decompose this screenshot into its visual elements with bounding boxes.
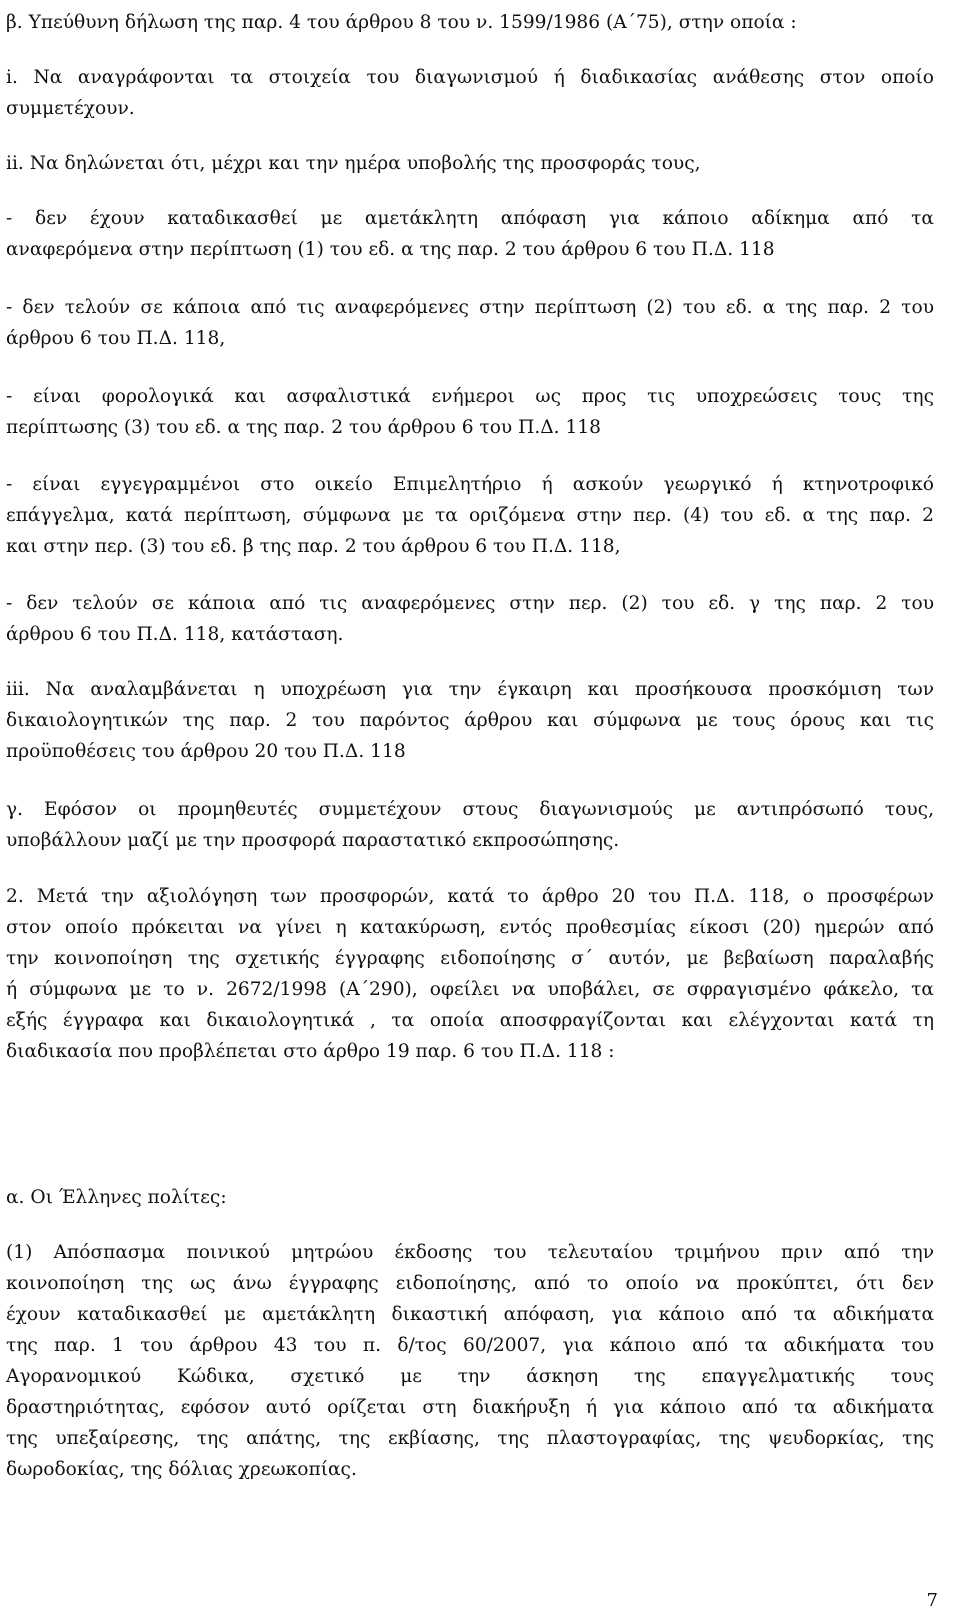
text-line: - είναι φορολογικά και ασφαλιστικά ενήμεροι ως προς τις υποχρεώσεις τους της — [6, 386, 934, 407]
text-line: α. Οι Έλληνες πολίτες: — [6, 1187, 227, 1208]
text-line: Αγορανομικού Κώδικα, σχετικό με την άσκηση της επαγγελματικής τους — [6, 1366, 934, 1387]
text-line: άρθρου 6 του Π.Δ. 118, κατάσταση. — [6, 624, 344, 645]
text-line: της υπεξαίρεσης, της απάτης, της εκβίασης, της πλαστογραφίας, της ψευδορκίας, της — [6, 1428, 934, 1449]
text-line: συμμετέχουν. — [6, 98, 135, 119]
text-line: ii. Να δηλώνεται ότι, μέχρι και την ημέρα υποβολής της προσφοράς τους, — [6, 153, 701, 174]
text-line: υποβάλλουν μαζί με την προσφορά παραστατικό εκπροσώπησης. — [6, 830, 620, 851]
text-line: γ. Εφόσον οι προμηθευτές συμμετέχουν στους διαγωνισμούς με αντιπρόσωπό τους, — [6, 799, 934, 820]
text-line: - δεν τελούν σε κάποια από τις αναφερόμενες στην περίπτωση (2) του εδ. α της παρ. 2 του — [6, 297, 934, 318]
text-line: κοινοποίηση της ως άνω έγγραφης ειδοποίησης, από το οποίο να προκύπτει, ότι δεν — [6, 1273, 934, 1294]
text-line: δωροδοκίας, της δόλιας χρεωκοπίας. — [6, 1459, 357, 1480]
text-line: έχουν καταδικασθεί με αμετάκλητη δικαστική απόφαση, για κάποιο από τα αδικήματα — [6, 1304, 934, 1325]
text-line: στον οποίο πρόκειται να γίνει η κατακύρωση, εντός προθεσμίας είκοσι (20) ημερών από — [6, 917, 934, 938]
text-line: αναφερόμενα στην περίπτωση (1) του εδ. α της παρ. 2 του άρθρου 6 του Π.Δ. 118 — [6, 239, 775, 260]
text-line: (1) Απόσπασμα ποινικού μητρώου έκδοσης του τελευταίου τριμήνου πριν από την — [6, 1242, 934, 1263]
text-line: περίπτωσης (3) του εδ. α της παρ. 2 του άρθρου 6 του Π.Δ. 118 — [6, 417, 601, 438]
text-line: επάγγελμα, κατά περίπτωση, σύμφωνα με τα οριζόμενα στην περ. (4) του εδ. α της παρ. 2 — [6, 505, 934, 526]
text-line: - είναι εγγεγραμμένοι στο οικείο Επιμελητήριο ή ασκούν γεωργικό ή κτηνοτροφικό — [6, 474, 934, 495]
text-line: διαδικασία που προβλέπεται στο άρθρο 19 παρ. 6 του Π.Δ. 118 : — [6, 1041, 615, 1062]
text-line: i. Να αναγράφονται τα στοιχεία του διαγωνισμού ή διαδικασίας ανάθεσης στον οποίο — [6, 67, 934, 88]
text-line: - δεν έχουν καταδικασθεί με αμετάκλητη απόφαση για κάποιο αδίκημα από τα — [6, 208, 934, 229]
page-number: 7 — [926, 1590, 938, 1611]
text-line: δικαιολογητικών της παρ. 2 του παρόντος άρθρου και σύμφωνα με τους όρους και τις — [6, 710, 934, 731]
text-line: άρθρου 6 του Π.Δ. 118, — [6, 328, 226, 349]
text-line: και στην περ. (3) του εδ. β της παρ. 2 του άρθρου 6 του Π.Δ. 118, — [6, 536, 621, 557]
text-line: ή σύμφωνα με το ν. 2672/1998 (Α΄290), οφείλει να υποβάλει, σε σφραγισμένο φάκελο, τα — [6, 979, 934, 1000]
text-line: εξής έγγραφα και δικαιολογητικά , τα οποία αποσφραγίζονται και ελέγχονται κατά τη — [6, 1010, 934, 1031]
text-line: - δεν τελούν σε κάποια από τις αναφερόμενες στην περ. (2) του εδ. γ της παρ. 2 του — [6, 593, 934, 614]
text-line: β. Υπεύθυνη δήλωση της παρ. 4 του άρθρου 8 του ν. 1599/1986 (Α΄75), στην οποία : — [6, 12, 797, 33]
text-line: προϋποθέσεις του άρθρου 20 του Π.Δ. 118 — [6, 741, 406, 762]
text-line: της παρ. 1 του άρθρου 43 του π. δ/τος 60/2007, για κάποιο από τα αδικήματα του — [6, 1335, 934, 1356]
text-line: iii. Να αναλαμβάνεται η υποχρέωση για την έγκαιρη και προσήκουσα προσκόμιση των — [6, 679, 934, 700]
text-line: δραστηριότητας, εφόσον αυτό ορίζεται στη διακήρυξη ή για κάποιο από τα αδικήματα — [6, 1397, 934, 1418]
text-line: 2. Μετά την αξιολόγηση των προσφορών, κατά το άρθρο 20 του Π.Δ. 118, ο προσφέρων — [6, 886, 934, 907]
text-line: την κοινοποίηση της σχετικής έγγραφης ειδοποίησης σ΄ αυτόν, με βεβαίωση παραλαβής — [6, 948, 934, 969]
